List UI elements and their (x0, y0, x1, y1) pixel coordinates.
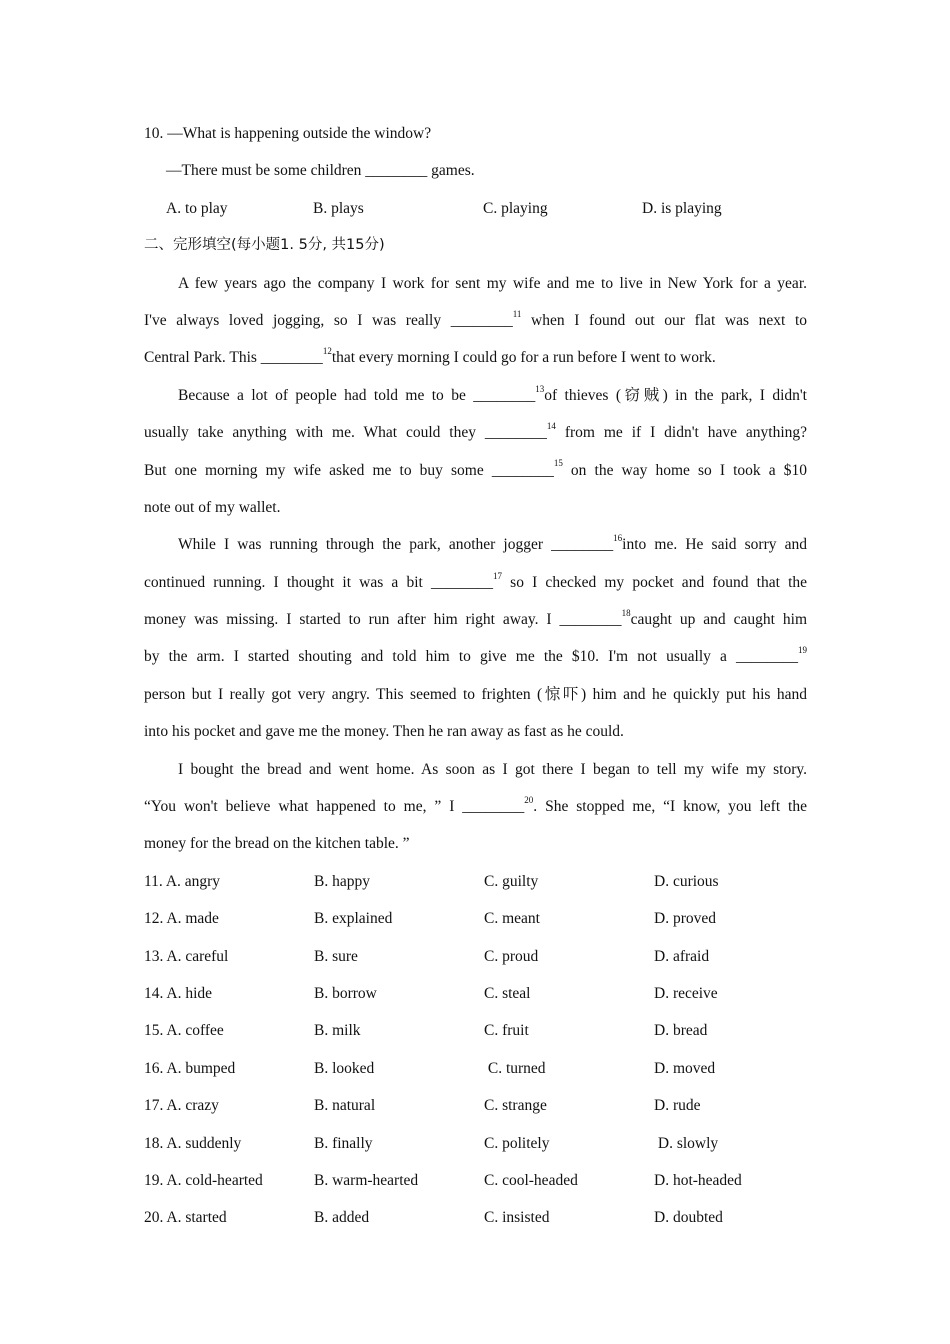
passage-line (144, 377, 807, 414)
blank-number: 16 (613, 533, 623, 544)
options-row-16 (144, 1050, 807, 1087)
option-d: D. moved (654, 1059, 716, 1077)
text: by the arm. I started shouting and told him to give me the $10. I'm not usually a ________ (144, 648, 798, 666)
option-a: 13. A. careful (144, 947, 229, 965)
option-b: B. sure (314, 947, 358, 965)
passage-line (144, 339, 807, 376)
passage-line (144, 788, 807, 825)
passage-line: person but I really got very angry. This seemed to frighten (惊吓) him and he quickly put his hand (144, 685, 807, 703)
option-b: B. warm-hearted (314, 1171, 419, 1189)
option-d: D. slowly (654, 1134, 719, 1152)
options-row-11 (144, 863, 807, 900)
exam-page (144, 115, 807, 1237)
option-c: C. fruit (484, 1022, 529, 1040)
q10-question: 10. —What is happening outside the window? (144, 125, 432, 142)
option-d: D. proved (654, 910, 716, 928)
options-row-19 (144, 1162, 807, 1199)
passage-line (144, 564, 807, 601)
options-row-18 (144, 1125, 807, 1162)
text: usually take anything with me. What could they ________ (144, 424, 547, 442)
text: on the way home so I took a $10 (570, 461, 807, 479)
text: While I was running through the park, another jogger ________ (178, 536, 614, 554)
text: . She stopped me, “I know, you left the (533, 798, 807, 816)
blank-number: 14 (546, 420, 556, 431)
blank-number: 19 (798, 645, 807, 656)
text: into me. He said sorry and (622, 536, 807, 554)
options-row-12 (144, 900, 807, 937)
option-d: D. receive (654, 984, 718, 1002)
option-c: C. cool-headed (484, 1171, 578, 1189)
q10-option-b: B. plays (313, 199, 364, 217)
passage-line (144, 414, 807, 451)
option-a: 19. A. cold-hearted (144, 1171, 263, 1189)
blank-number: 17 (493, 570, 502, 581)
text: that every morning I could go for a run before I went to work. (331, 349, 716, 367)
passage-line: I bought the bread and went home. As soon as I got there I began to tell my wife my story. (178, 760, 807, 778)
blank-number: 15 (553, 458, 563, 469)
section-heading: 二、完形填空(每小题1. 5分, 共15分) (144, 237, 385, 254)
text: Central Park. This ________ (144, 349, 323, 367)
text: caught up and caught him (630, 611, 807, 629)
option-c: C. meant (484, 910, 540, 928)
q10-option-c: C. playing (483, 199, 548, 217)
q10-option-a: A. to play (166, 199, 228, 217)
option-a: 14. A. hide (144, 984, 213, 1002)
passage-line (144, 452, 807, 489)
option-b: B. borrow (314, 984, 377, 1002)
options-row-17 (144, 1087, 807, 1124)
option-a: 18. A. suddenly (144, 1134, 242, 1152)
text: when I found out our flat was next to (531, 311, 807, 329)
passage-line: note out of my wallet. (144, 498, 281, 516)
blank-number: 13 (535, 383, 545, 394)
option-a: 17. A. crazy (144, 1097, 219, 1115)
option-a: 12. A. made (144, 910, 219, 928)
option-d: D. bread (654, 1022, 708, 1040)
options-row-13 (144, 938, 807, 975)
text: continued running. I thought it was a bit ________ (144, 573, 493, 591)
option-b: B. finally (314, 1134, 373, 1152)
passage-line: money for the bread on the kitchen table. ” (144, 835, 410, 853)
options-row-15 (144, 1012, 807, 1049)
q10-option-d: D. is playing (642, 199, 722, 217)
passage-line (144, 638, 807, 675)
options-row-14 (144, 975, 807, 1012)
option-b: B. milk (314, 1022, 361, 1040)
option-d: D. doubted (654, 1209, 723, 1227)
option-c: C. strange (484, 1097, 547, 1115)
option-b: B. explained (314, 910, 393, 928)
passage-line: into his pocket and gave me the money. Then he ran away as fast as he could. (144, 723, 624, 741)
option-c: C. insisted (484, 1209, 550, 1227)
option-c: C. proud (484, 947, 539, 965)
option-b: B. looked (314, 1059, 375, 1077)
text: of thieves (窃贼) in the park, I didn't (544, 386, 807, 404)
blank-number: 12 (322, 346, 332, 357)
option-c: C. guilty (484, 872, 539, 890)
blank-number: 11 (512, 308, 522, 319)
option-d: D. curious (654, 872, 719, 890)
options-row-20 (144, 1199, 807, 1236)
option-c: C. steal (484, 984, 531, 1002)
passage-line: A few years ago the company I work for sent my wife and me to live in New York for a year. (178, 274, 807, 292)
option-d: D. afraid (654, 947, 710, 965)
option-b: B. happy (314, 872, 370, 890)
text: Because a lot of people had told me to be ________ (178, 386, 536, 404)
text: “You won't believe what happened to me, ” I ________ (144, 798, 525, 816)
passage-line (144, 526, 807, 563)
option-d: D. rude (654, 1097, 701, 1115)
passage-line (144, 302, 807, 339)
option-c: C. turned (484, 1059, 546, 1077)
option-d: D. hot-headed (654, 1171, 742, 1189)
passage-line (144, 601, 807, 638)
option-a: 15. A. coffee (144, 1022, 224, 1040)
q10-options (144, 190, 807, 227)
option-a: 20. A. started (144, 1209, 227, 1227)
text: I've always loved jogging, so I was really ________ (144, 311, 513, 329)
text: But one morning my wife asked me to buy some ________ (144, 461, 554, 479)
q10-answer-line: —There must be some children ________ games. (166, 162, 475, 180)
option-b: B. added (314, 1209, 370, 1227)
option-b: B. natural (314, 1097, 376, 1115)
blank-number: 18 (621, 607, 631, 618)
text: so I checked my pocket and found that the (510, 573, 807, 591)
text: money was missing. I started to run after him right away. I ________ (144, 611, 622, 629)
blank-number: 20 (524, 794, 534, 805)
option-a: 11. A. angry (144, 872, 221, 890)
option-c: C. politely (484, 1134, 550, 1152)
text: from me if I didn't have anything? (564, 424, 807, 442)
option-a: 16. A. bumped (144, 1059, 236, 1077)
